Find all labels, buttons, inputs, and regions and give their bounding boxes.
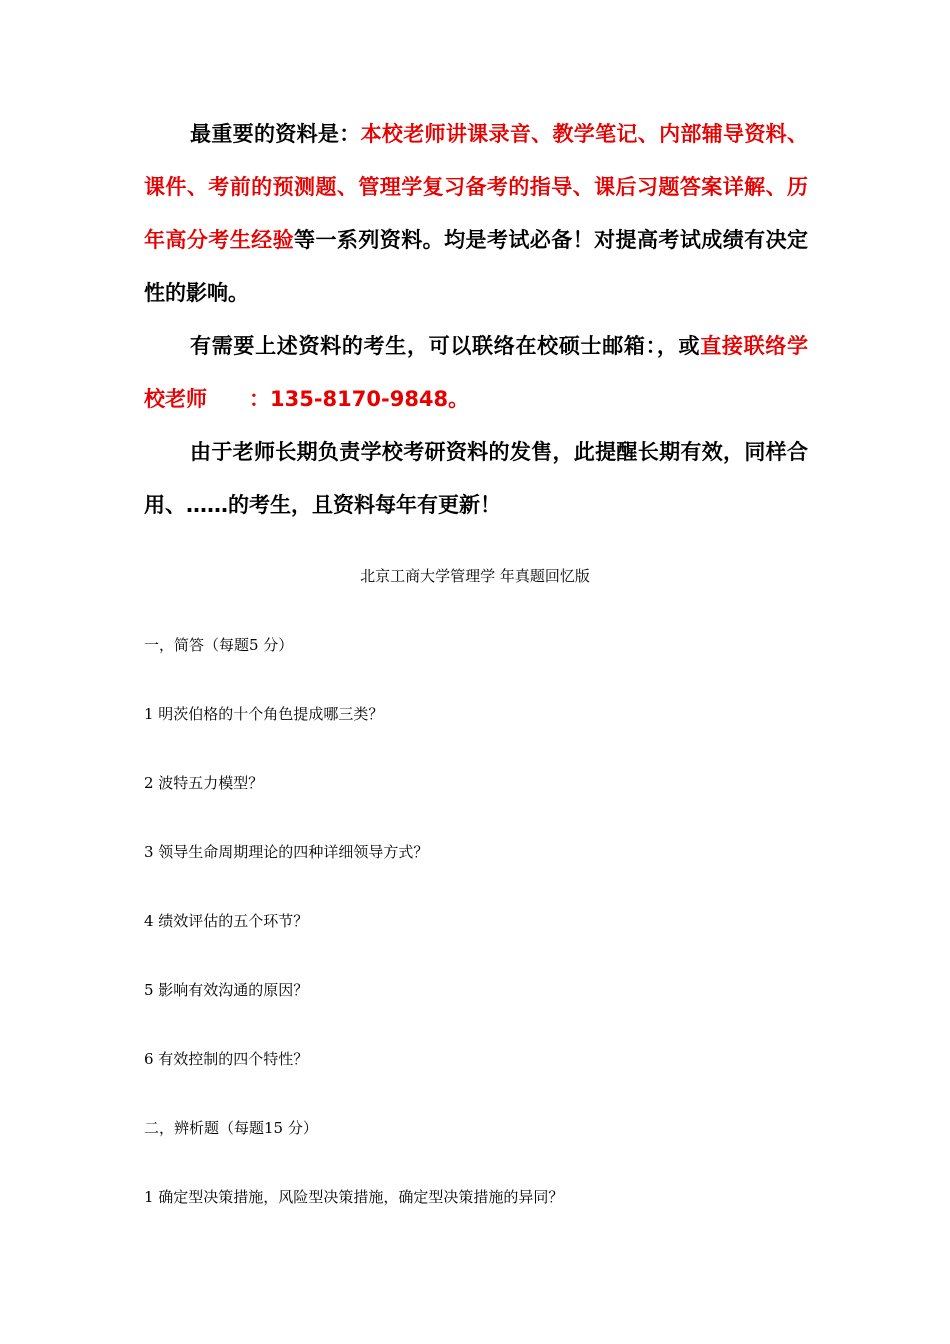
intro-paragraph-notice: 由于老师长期负责学校考研资料的发售，此提醒长期有效，同样合用、……的考生，且资料每年有更新！ <box>144 440 808 517</box>
question-item: 4 绩效评估的五个环节？ <box>144 912 309 930</box>
question-item: 3 领导生命周期理论的四种详细领导方式？ <box>144 843 429 861</box>
question-item: 5 影响有效沟通的原因？ <box>144 981 309 999</box>
contact-phone-highlight: 直接联络学校老师 ：135-8170-9848。 <box>144 334 809 411</box>
contact-text: 有需要上述资料的考生，可以联络在校硕士邮箱：，或 <box>190 334 701 358</box>
exam-title: 北京工商大学管理学 年真题回忆版 <box>360 567 590 585</box>
intro-paragraph-materials <box>144 108 808 320</box>
question-item: 6 有效控制的四个特性？ <box>144 1050 309 1068</box>
intro-lead-text: 最重要的资料是： <box>190 122 361 146</box>
intro-block <box>144 108 808 532</box>
question-item: 1 确定型决策措施，风险型决策措施，确定型决策措施的异同？ <box>144 1188 564 1206</box>
intro-highlight-materials: 本校老师讲课录音、教学笔记、内部辅导资料、课件、考前的预测题、管理学复习备考的指导、课后习题答案详解、历年高分考生经验 <box>144 122 809 252</box>
intro-paragraph-contact <box>144 320 808 426</box>
section-heading-analysis: 二，辨析题（每题15 分） <box>144 1119 318 1137</box>
question-item: 1 明茨伯格的十个角色提成哪三类？ <box>144 705 384 723</box>
question-item: 2 波特五力模型？ <box>144 774 264 792</box>
section-heading-short-answer: 一，简答（每题5 分） <box>144 636 294 654</box>
intro-tail-text: 等一系列资料。均是考试必备！对提高考试成绩有决定性的影响。 <box>144 228 809 305</box>
